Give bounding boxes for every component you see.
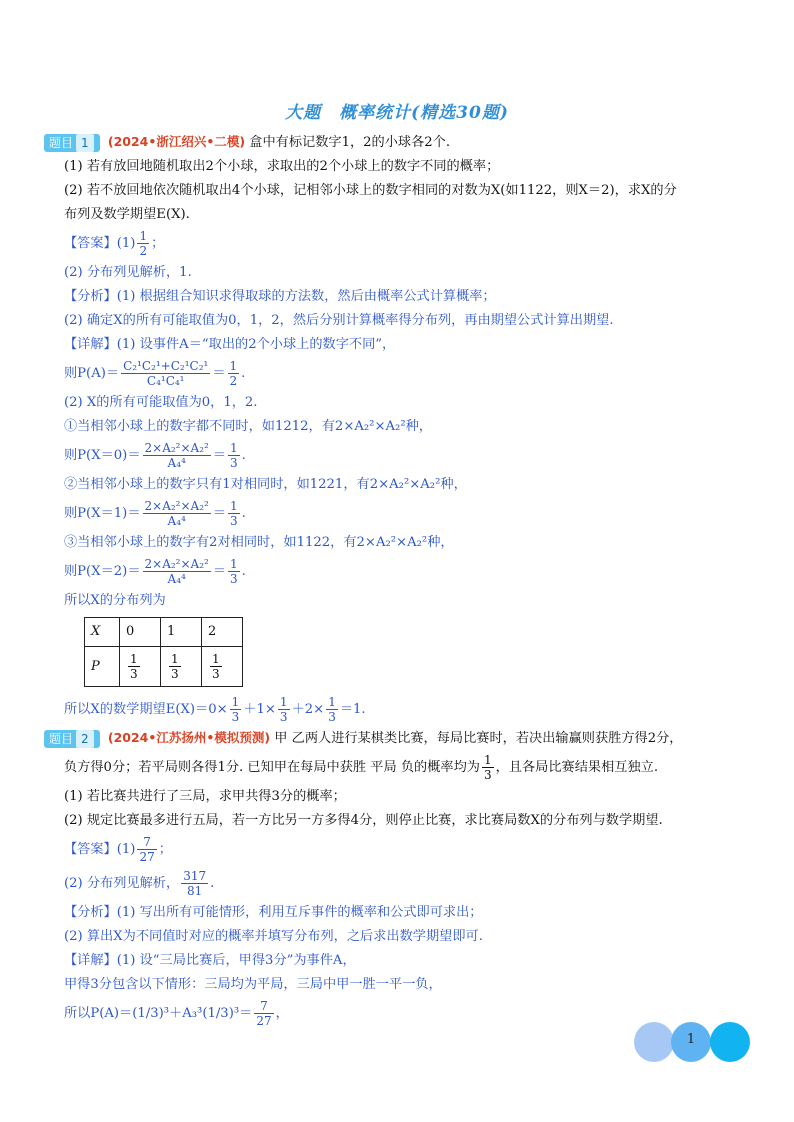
question-2 <box>49 726 754 1031</box>
q2-detail-1: 【详解】(1) 设“三局比赛后，甲得3分”为事件A， <box>64 953 356 968</box>
q2-detail-2: 甲得3分包含以下情形：三局均为平局，三局中甲一胜一平一负， <box>64 977 442 992</box>
question-badge: 题目 2 <box>44 730 100 748</box>
question-stem: 甲 乙两人进行某棋类比赛，每局比赛时，若决出输赢则获胜方得2分， <box>274 731 683 746</box>
q1-detail-1: 【详解】(1) 设事件A＝“取出的2个小球上的数字不同”， <box>64 337 396 352</box>
decor-circle <box>710 1022 750 1062</box>
q2-analysis-1: 【分析】(1) 写出所有可能情形，利用互斥事件的概率和公式即可求出； <box>64 905 483 920</box>
q1-case-3-prob: 则P(X＝2)＝ $\frac{\text{2×A₂²×A₂²}}{\text{A₄⁴}}$ ＝ $\frac{1}{3}$ . <box>64 557 246 586</box>
q1-answer-1: 【答案】(1) $\frac{1}{2}$ ； <box>64 229 165 258</box>
q1-detail-3: (2) X的所有可能取值为0，1，2. <box>64 395 258 410</box>
question-source: (2024•浙江绍兴•二模) <box>107 134 246 149</box>
distribution-table <box>84 617 243 687</box>
q2-stem-2: 负方得0分；若平局则各得1分. 已知甲在每局中获胜 平局 负的概率均为 $\frac{1}{3}$ ，且各局比赛结果相互独立. <box>64 753 659 782</box>
table-row: P $\frac{1}{3}$ $\frac{1}{3}$ $\frac{1}{3}$ <box>85 647 243 687</box>
question-badge: 题目 1 <box>44 134 100 152</box>
q1-analysis-1: 【分析】(1) 根据组合知识求得取球的方法数，然后由概率公式计算概率； <box>64 289 496 304</box>
page-title: 大题 概率统计(精选30题) <box>285 103 509 123</box>
q1-case-2: ②当相邻小球上的数字只有1对相同时，如1221，有2×A₂²×A₂²种， <box>64 477 467 492</box>
q1-analysis-2: (2) 确定X的所有可能取值为0，1，2，然后分别计算概率得分布列，再由期望公式计算出期望. <box>64 313 614 328</box>
q2-part2: (2) 规定比赛最多进行五局，若一方比另一方多得4分，则停止比赛，求比赛局数X的分布列与数学期望. <box>64 813 663 828</box>
q1-case-1-prob: 则P(X＝0)＝ $\frac{\text{2×A₂²×A₂²}}{\text{A₄⁴}}$ ＝ $\frac{1}{3}$ . <box>64 441 246 470</box>
q1-answer-2: (2) 分布列见解析，1. <box>64 265 192 280</box>
q2-part1: (1) 若比赛共进行了三局，求甲共得3分的概率； <box>64 789 346 804</box>
question-number: 2 <box>76 730 94 748</box>
table-row: X 0 1 2 <box>85 618 243 647</box>
q2-answer-2: (2) 分布列见解析， $\frac{317}{81}$ . <box>64 869 215 898</box>
decor-circle <box>634 1022 674 1062</box>
q1-part2: (2) 若不放回地依次随机取出4个小球，记相邻小球上的数字相同的对数为X(如1122，则X＝2)，求X的分 <box>64 183 677 198</box>
q1-part1: (1) 若有放回地随机取出2个小球，求取出的2个小球上的数字不同的概率； <box>64 159 500 174</box>
page-number: 1 <box>686 1032 696 1047</box>
q1-dist-intro: 所以X的分布列为 <box>64 593 166 608</box>
q2-answer-1: 【答案】(1) $\frac{7}{27}$ ； <box>64 835 172 864</box>
q1-case-3: ③当相邻小球上的数字有2对相同时，如1122，有2×A₂²×A₂²种， <box>64 535 454 550</box>
question-stem: 盒中有标记数字1，2的小球各2个. <box>249 135 451 150</box>
q1-case-2-prob: 则P(X＝1)＝ $\frac{\text{2×A₂²×A₂²}}{\text{A₄⁴}}$ ＝ $\frac{1}{3}$ . <box>64 499 246 528</box>
question-1 <box>49 130 754 727</box>
q2-detail-3: 所以P(A)＝(1/3)³＋A₃³(1/3)³＝ $\frac{7}{27}$ ， <box>64 999 289 1028</box>
question-source: (2024•江苏扬州•模拟预测) <box>107 730 271 745</box>
q1-part2b: 布列及数学期望E(X). <box>64 207 190 222</box>
q1-detail-2: 则P(A)＝ $\frac{\text{C₂¹C₂¹+C₂¹C₂¹}}{\text{C₄¹C₄¹}}$ ＝ $\frac{1}{2}$ . <box>64 359 246 388</box>
q2-analysis-2: (2) 算出X为不同值时对应的概率并填写分布列，之后求出数学期望即可. <box>64 929 483 944</box>
question-number: 1 <box>76 134 94 152</box>
q1-expectation: 所以X的数学期望E(X)＝0× $\frac{1}{3}$ ＋1× $\frac{1}{3}$ ＋2× $\frac{1}{3}$ ＝1. <box>64 695 366 724</box>
q1-case-1: ①当相邻小球上的数字都不同时，如1212，有2×A₂²×A₂²种， <box>64 419 432 434</box>
